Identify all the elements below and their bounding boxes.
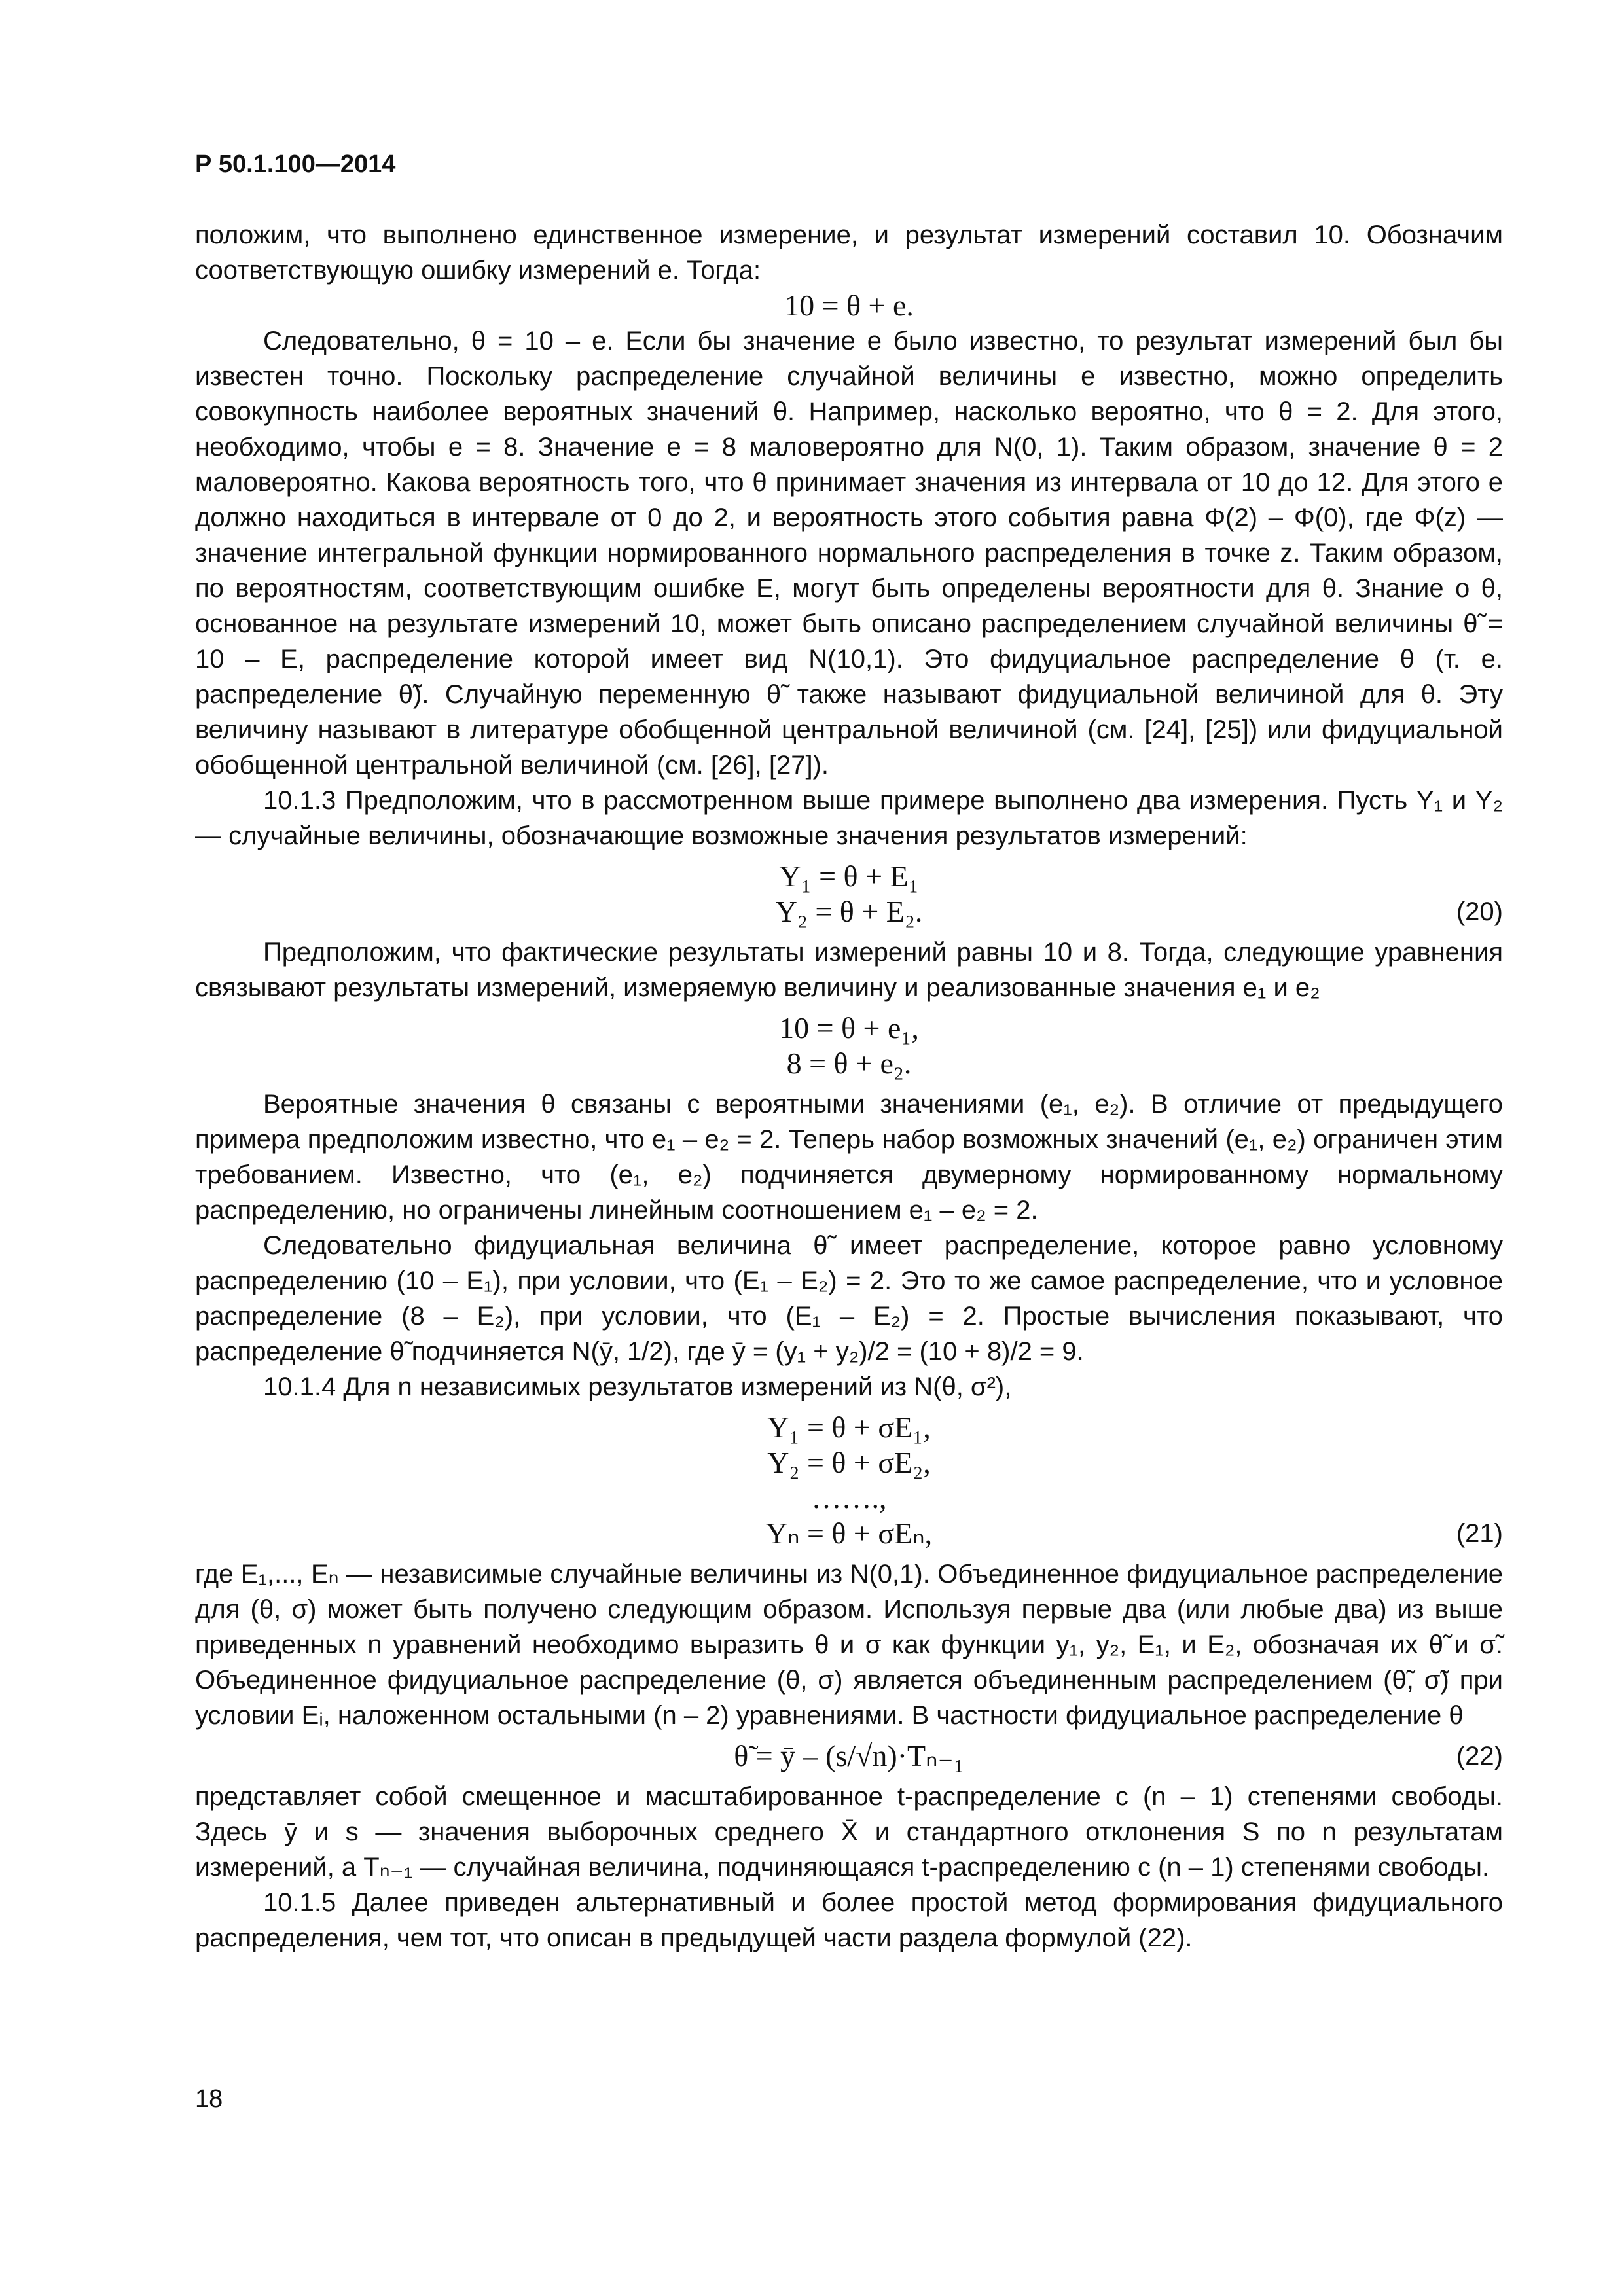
equation-realized-block: [195, 1011, 1503, 1081]
paragraph-10-1-5: 10.1.5 Далее приведен альтернативный и более простой метод формирования фидуциального распределения, чем тот, что описан в предыдущей части раздела формулой (22).: [195, 1888, 1503, 1952]
equation-21-line-4: Yₙ = θ + σEₙ,: [765, 1516, 933, 1550]
paragraph-actual-results: Предположим, что фактические результаты измерений равны 10 и 8. Тогда, следующие уравнения связывают результаты измерений, измеряемую величину и реализованные значения e₁ и e₂: [195, 938, 1503, 1002]
equation-number-21: (21): [1456, 1519, 1503, 1548]
equation-21-line-2: Y₂ = θ + σE₂,: [767, 1446, 931, 1479]
equation-number-22: (22): [1456, 1742, 1503, 1770]
page-number: 18: [195, 2085, 223, 2113]
equation-basic: 10 = θ + e.: [784, 289, 914, 322]
document-code: Р 50.1.100—2014: [195, 151, 396, 178]
equation-realized-1: 10 = θ + e₁,: [779, 1011, 919, 1045]
paragraph-2: Следовательно, θ = 10 – e. Если бы значение e было известно, то результат измерений был бы известен точно. Поскольку распределение случайной величины e известно, можно определить совокупность наиболее вероятных значений θ. Например, насколько вероятно, что θ = 2. Для этого, необходимо, чтобы e = 8. Значение e = 8 маловероятно для N(0, 1). Таким образом, значение θ = 2 маловероятно. Какова вероятность того, что θ принимает значения из интервала от 10 до 12. Для этого e должно находиться в интервале от 0 до 2, и вероятность этого события равна Φ(2) – Φ(0), где Φ(z) — значение интегральной функции нормированного нормального распределения в точке z. Таким образом, по вероятностям, соответствующим ошибке E, могут быть определены вероятности для θ. Знание о θ, основанное на результате измерений 10, может быть описано распределением случайной величины θ̃ = 10 – E, распределение которой имеет вид N(10,1). Это фидуциальное распределение θ (т. е. распределение θ̃). Случайную переменную θ̃ также называют фидуциальной величиной для θ. Эту величину называют в литературе обобщенной центральной величиной (см. [24], [25]) или фидуциальной обобщенной центральной величиной (см. [26], [27]).: [195, 327, 1503, 780]
equation-21-line-1: Y₁ = θ + σE₁,: [767, 1410, 931, 1444]
paragraph-fiducial-quantity: Следовательно фидуциальная величина θ̃ имеет распределение, которое равно условному распределению (10 – E₁), при условии, что (E₁ – E₂) = 2. Это то же самое распределение, что и условное распределение (8 – E₂), при условии, что (E₁ – E₂) = 2. Простые вычисления показывают, что распределение θ̃ подчиняется N(ȳ, 1/2), где ȳ = (y₁ + y₂)/2 = (10 + 8)/2 = 9.: [195, 1231, 1503, 1366]
equation-21-line-3: …….,: [811, 1481, 887, 1515]
equation-20-line-2: Y₂ = θ + E₂.: [775, 895, 923, 928]
paragraph-1: положим, что выполнено единственное измерение, и результат измерений составил 10. Обозначим соответствующую ошибку измерений e. Тогда:: [195, 221, 1503, 285]
equation-realized-2: 8 = θ + e₂.: [786, 1047, 912, 1080]
paragraph-10-1-3: 10.1.3 Предположим, что в рассмотренном выше примере выполнено два измерения. Пусть Y₁ и Y₂ — случайные величины, обозначающие возможные значения результатов измерений:: [195, 786, 1503, 850]
paragraph-joint-fiducial: где E₁,..., Eₙ — независимые случайные величины из N(0,1). Объединенное фидуциальное распределение для (θ, σ) может быть получено следующим образом. Используя первые два (или любые два) из выше приведенных n уравнений необходимо выразить θ и σ как функции y₁, y₂, E₁, и E₂, обозначая их θ̃ и σ̃. Объединенное фидуциальное распределение (θ, σ) является объединенным распределением (θ̃, σ̃) при условии Eᵢ, наложенном остальными (n – 2) уравнениями. В частности фидуциальное распределение θ: [195, 1560, 1503, 1730]
paragraph-t-distribution: представляет собой смещенное и масштабированное t-распределение с (n – 1) степенями свободы. Здесь ȳ и s — значения выборочных среднего X̄ и стандартного отклонения S по n результатам измерений, а Tₙ₋₁ — случайная величина, подчиняющаяся t-распределению с (n – 1) степенями свободы.: [195, 1782, 1503, 1882]
equation-20-block: [195, 859, 1503, 929]
equation-20-line-1: Y₁ = θ + E₁: [779, 859, 919, 893]
equation-22-block: [195, 1738, 1503, 1774]
equation-22: θ̃ = ȳ – (s/√n)·Tₙ₋₁: [734, 1739, 964, 1772]
paragraph-10-1-4: 10.1.4 Для n независимых результатов измерений из N(θ, σ²),: [263, 1372, 1012, 1401]
document-body: [195, 217, 1503, 1956]
equation-number-20: (20): [1456, 897, 1503, 926]
paragraph-probable-values: Вероятные значения θ связаны с вероятными значениями (e₁, e₂). В отличие от предыдущего примера предположим известно, что e₁ – e₂ = 2. Теперь набор возможных значений (e₁, e₂) ограничен этим требованием. Известно, что (e₁, e₂) подчиняется двумерному нормированному нормальному распределению, но ограничены линейным соотношением e₁ – e₂ = 2.: [195, 1090, 1503, 1225]
equation-21-block: [195, 1410, 1503, 1551]
